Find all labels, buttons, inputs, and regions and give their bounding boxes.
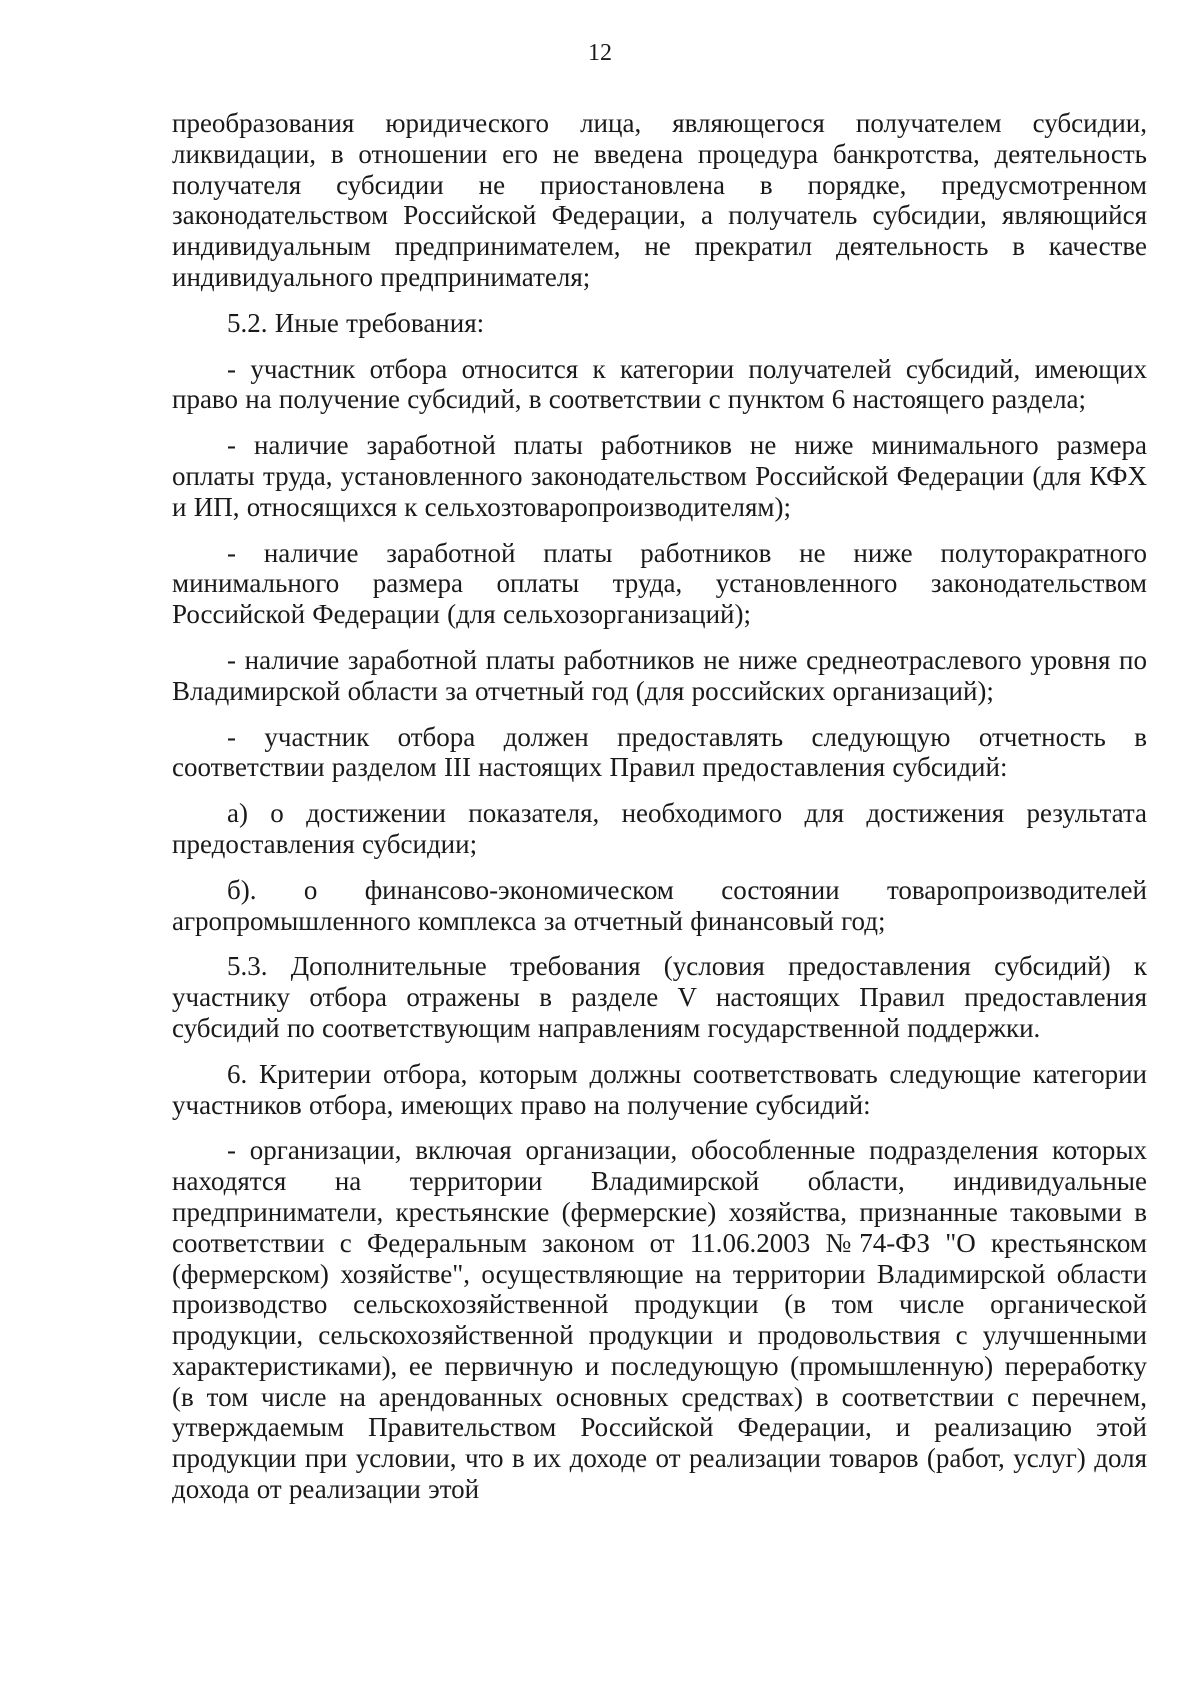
paragraph-requirement-category: - участник отбора относится к категории получателей субсидий, имеющих право на получение субсидий, в соответствии с пунктом 6 настоящего раздела; bbox=[172, 353, 1147, 415]
document-body bbox=[172, 108, 1147, 1520]
paragraph-continuation: преобразования юридического лица, являющегося получателем субсидии, ликвидации, в отношении его не введена процедура банкротства, деятельность получателя субсидии не приостановлена в порядке, предусмотренном законодательством Российской Федерации, а получатель субсидии, являющийся индивидуальным предпринимателем, не прекратил деятельность в качестве индивидуального предпринимателя; bbox=[172, 108, 1147, 292]
paragraph-section-5-3: 5.3. Дополнительные требования (условия предоставления субсидий) к участнику отбора отражены в разделе V настоящих Правил предоставления субсидий по соответствующим направлениям государственной поддержки. bbox=[172, 951, 1147, 1043]
paragraph-requirement-avg-wage: - наличие заработной платы работников не ниже среднеотраслевого уровня по Владимирской области за отчетный год (для российских организаций); bbox=[172, 644, 1147, 706]
paragraph-requirement-min-wage-agro: - наличие заработной платы работников не ниже полуторакратного минимального размера оплаты труда, установленного законодательством Российской Федерации (для сельхозорганизаций); bbox=[172, 537, 1147, 630]
paragraph-requirement-min-wage-kfh: - наличие заработной платы работников не ниже минимального размера оплаты труда, установленного законодательством Российской Федерации (для КФХ и ИП, относящихся к сельхозтоваропроизводителям); bbox=[172, 430, 1147, 522]
paragraph-requirement-reporting: - участник отбора должен предоставлять следующую отчетность в соответствии разделом III настоящих Правил предоставления субсидий: bbox=[172, 721, 1147, 783]
paragraph-reporting-item-b: б). о финансово-экономическом состоянии товаропроизводителей агропромышленного комплекса за отчетный финансовый год; bbox=[172, 874, 1147, 936]
paragraph-criteria-organizations: - организации, включая организации, обособленные подразделения которых находятся на территории Владимирской области, индивидуальные предприниматели, крестьянские (фермерские) хозяйства, признанные таковыми в соответствии с Федеральным законом от 11.06.2003 №74-ФЗ "О крестьянском (фермерском) хозяйстве", осуществляющие на территории Владимирской области производство сельскохозяйственной продукции (в том числе органической продукции, сельскохозяйственной продукции и продовольствия с улучшенными характеристиками), ее первичную и последующую (промышленную) переработку (в том числе на арендованных основных средствах) в соответствии с перечнем, утверждаемым Правительством Российской Федерации, и реализацию этой продукции при условии, что в их доходе от реализации товаров (работ, услуг) доля дохода от реализации этой bbox=[172, 1135, 1147, 1505]
paragraph-section-5-2-heading: 5.2. Иные требования: bbox=[227, 307, 485, 338]
paragraph-section-6: 6. Критерии отбора, которым должны соответствовать следующие категории участников отбора, имеющих право на получение субсидий: bbox=[172, 1058, 1147, 1120]
page-number: 12 bbox=[588, 40, 612, 66]
paragraph-reporting-item-a: а) о достижении показателя, необходимого для достижения результата предоставления субсидии; bbox=[172, 798, 1147, 859]
